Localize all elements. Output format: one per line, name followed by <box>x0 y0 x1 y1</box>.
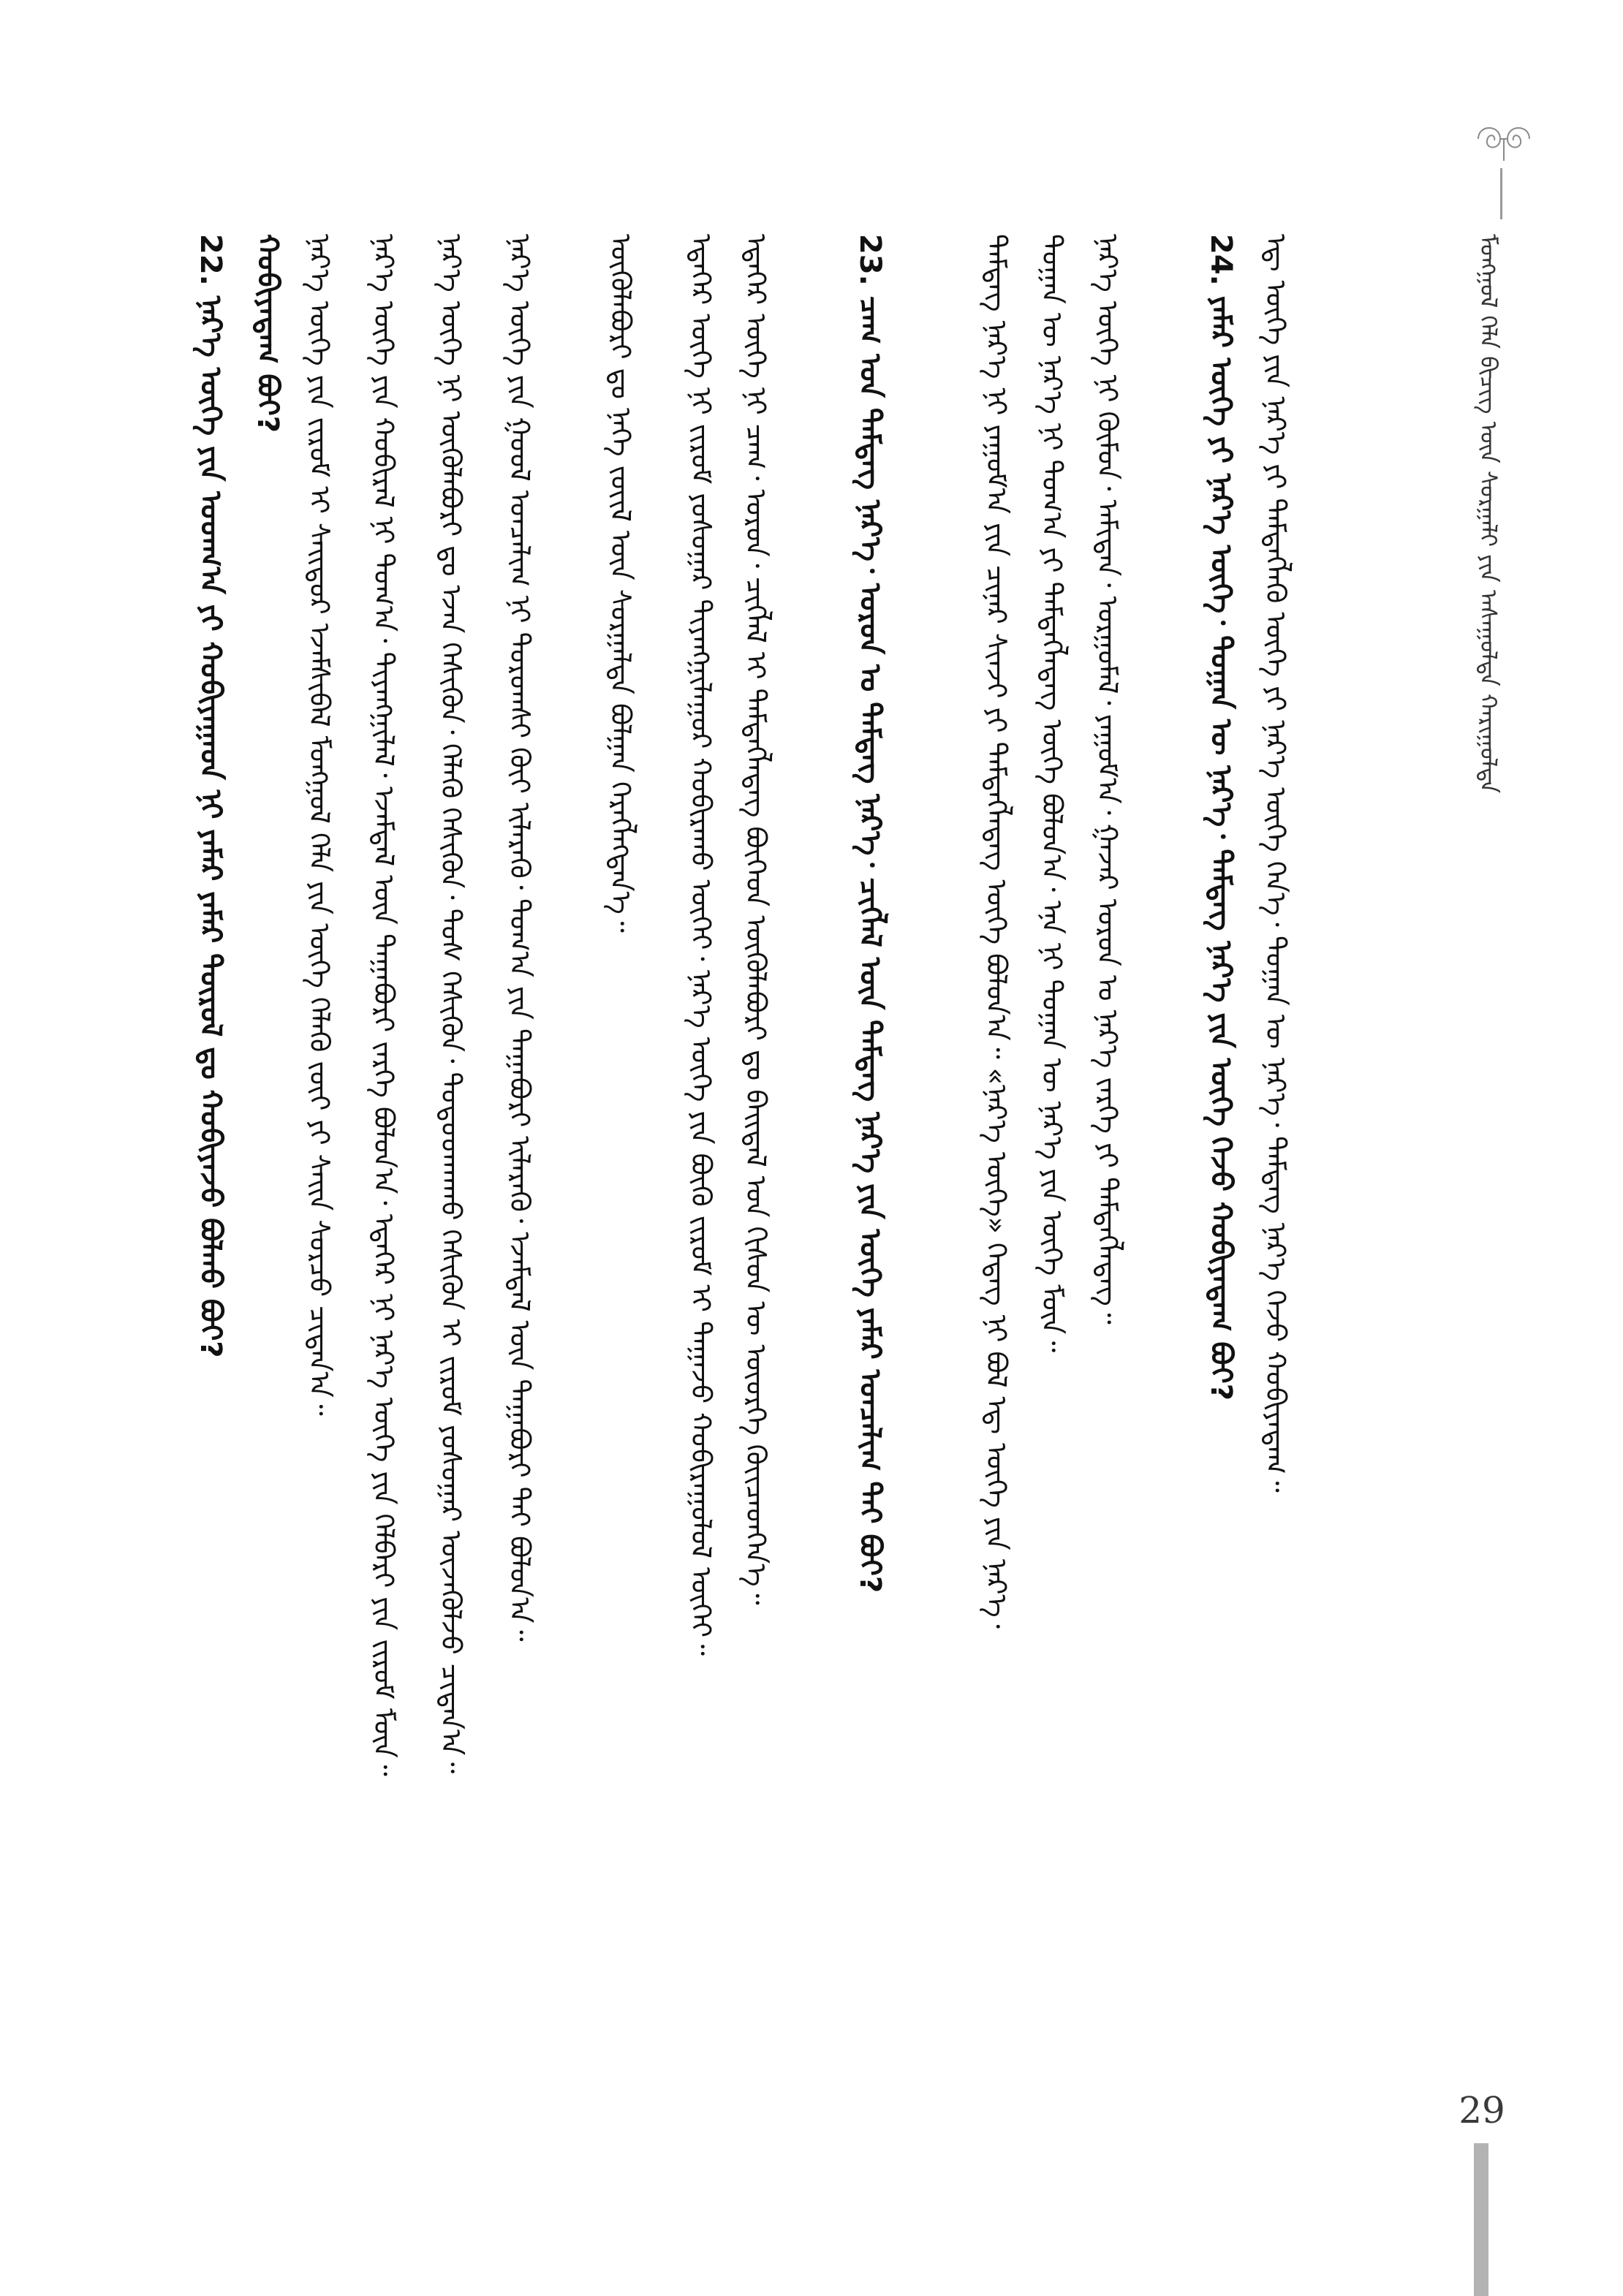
question-24-title: 24. ᠶᠠᠮᠠᠷ ᠦᠭᠡ ᠶᠢ ᠨᠡᠷ᠎ᠡ ᠦᠭᠡ᠂ ᠲᠣᠭᠠᠨ ᠦ ᠨᠡᠷ᠎ᠡ᠂ ᠲᠡᠮᠳᠡᠭ ᠨᠡᠷ᠎ᠡ ᠶᠢᠨ ᠦᠭᠡ ᠭᠡᠵᠦ ᠬᠤᠪᠢᠶᠠᠳᠠᠭ ᠪᠤᠢ? <box>1204 234 1238 1401</box>
question-23-answer-line: ᠡᠳᠡᠭᠡᠷ ᠦᠭᠡ ᠨᠢ ᠴᠠᠭ᠂ ᠣᠷᠣᠨ᠂ ᠴᠢᠭᠯᠡᠯ ᠢ ᠲᠡᠮᠳᠡᠭᠯᠡᠳᠡᠭ ᠪᠥᠭᠡᠳ ᠥᠭᠦᠯᠡᠪᠦᠷᠢ ᠳᠤ ᠪᠠᠢᠳᠠᠯ ᠤᠨ ᠭᠢᠰᠦᠨ ᠦ ᠦᠦᠷᠭᠡ ᠭᠦᠢᠴᠡᠳᠭᠡᠨ᠎ᠡ᠃ <box>740 234 772 1605</box>
header-ornament-icon <box>1471 117 1537 161</box>
question-24-answer-line: ᠲᠡᠮᠳᠡᠭ ᠨᠡᠷ᠎ᠡ ᠨᠢ ᠶᠠᠭᠤᠮ᠎ᠠ ᠶᠢᠨ ᠴᠢᠨᠠᠷ ᠱᠢᠨᠵᠢ ᠶᠢ ᠲᠡᠮᠳᠡᠭᠯᠡᠳᠡᠭ ᠦᠭᠡ ᠪᠣᠯᠤᠨ᠎ᠠ᠃ «ᠨᠡᠷ᠎ᠡ ᠦᠭᠡ» ᠭᠡᠳᠡᠭ ᠨᠢ ᠪᠣᠯ ᠡᠳ᠋ ᠦᠭᠡ ᠶᠢᠨ ᠨᠡᠷ᠎ᠡ᠂ <box>980 234 1013 1629</box>
question-24-answer-line: ᠡᠳ᠋ ᠦᠭᠡ ᠶᠢᠨ ᠨᠡᠷ᠎ᠡ ᠶᠢ ᠲᠡᠮᠳᠡᠭᠯᠡᠬᠦ ᠦᠭᠡ ᠶᠢ ᠨᠡᠷ᠎ᠡ ᠦᠭᠡ ᠭᠡᠨ᠎ᠡ᠂ ᠲᠣᠭᠠᠨ ᠦ ᠨᠡᠷ᠎ᠡ᠂ ᠲᠡᠮᠳᠡᠭ ᠨᠡᠷ᠎ᠡ ᠭᠡᠵᠦ ᠬᠤᠪᠢᠶᠠᠳᠠᠭ᠃ <box>1260 234 1292 1493</box>
answer-line: ᠨᠡᠷ᠎ᠡ ᠦᠭᠡ ᠶᠢᠨ ᠭᠣᠤᠯ ᠣᠨᠴᠠᠯᠢᠭ ᠨᠢ ᠳᠣᠷᠣᠭᠰᠢ ᠬᠦᠢ ᠢᠯᠡᠷᠡᠬᠦ᠂ ᠲᠣᠭ᠎ᠠ ᠶᠢᠨ ᠳᠠᠭᠠᠪᠤᠷᠢ ᠢᠯᠡᠷᠡᠬᠦ᠂ ᠡᠵᠡᠮᠳᠡᠯ ᠦᠨ ᠳᠠᠭᠠᠪᠤᠷᠢ ᠲᠠᠢ ᠪᠣᠯᠤᠨ᠎ᠠ᠃ <box>504 234 536 1642</box>
question-22-title: 22. ᠨᠡᠷ᠎ᠡ ᠦᠭᠡ ᠶᠢᠨ ᠤᠳᠬ᠎ᠠ ᠶᠢ ᠬᠤᠪᠢᠶᠠᠭᠠᠳ ᠨᠢ ᠶᠠᠮᠠᠷ ᠶᠠᠮᠠᠷ ᠲᠥᠷᠥᠯ ᠳᠤ ᠬᠤᠪᠢᠶᠠᠵᠤ ᠪᠣᠯᠬᠤ ᠪᠤᠢ? <box>194 234 227 1358</box>
question-23-answer-line: ᠥᠭᠦᠯᠡᠪᠦᠷᠢ ᠳᠤ ᠨᠡᠭᠡ ᠵᠦᠢᠯ ᠦᠨ ᠰᠤᠷᠭᠠᠯᠲᠠ ᠪᠣᠯᠭᠠᠨ ᠬᠡᠷᠡᠭᠯᠡᠭᠳᠡᠨ᠎ᠡ᠃ <box>605 234 637 933</box>
question-23-title: 23. ᠴᠠᠭ ᠤᠨ ᠲᠡᠮᠳᠡᠭ ᠨᠡᠷ᠎ᠡ᠂ ᠣᠷᠣᠨ ᠤ ᠲᠡᠮᠳᠡᠭ ᠨᠡᠷ᠎ᠡ᠂ ᠴᠢᠭᠯᠡᠯ ᠦᠨ ᠲᠡᠮᠳᠡᠭ ᠨᠡᠷ᠎ᠡ ᠶᠢᠨ ᠦᠭᠡ ᠶᠠᠮᠠᠷ ᠣᠨᠴᠠᠯᠢᠭ ᠲᠠᠢ ᠪᠤᠢ? <box>853 234 887 1594</box>
page-number: 29 <box>1459 2089 1505 2132</box>
question-24-answer-line: ᠨᠡᠷ᠎ᠡ ᠦᠭᠡ ᠨᠢ ᠬᠦᠮᠦᠨ᠂ ᠠᠮᠢᠲᠠᠨ᠂ ᠤᠷᠭᠤᠮᠠᠯ᠂ ᠶᠠᠭᠤᠮ᠎ᠠ᠂ ᠭᠠᠵᠠᠷ ᠤᠷᠤᠨ ᠤ ᠨᠡᠷ᠎ᠡ ᠵᠡᠷᠭᠡ ᠶᠢ ᠲᠡᠮᠳᠡᠭᠯᠡᠳᠡᠭ᠃ <box>1092 234 1124 1325</box>
answer-line: ᠨᠡᠷ᠎ᠡ ᠦᠭᠡ ᠨᠢ ᠥᠭᠦᠯᠡᠪᠦᠷᠢ ᠳᠤ ᠡᠵᠡᠨ ᠭᠡᠰᠢᠭᠦᠨ᠂ ᠬᠡᠯᠡᠬᠦ ᠭᠡᠰᠢᠭᠦᠨ᠂ ᠲᠤᠰ ᠭᠡᠰᠢᠭᠦᠨ᠂ ᠲᠣᠳᠤᠳᠬᠠᠬᠤ ᠭᠡᠰᠢᠭᠦᠨ ᠢ ᠵᠢᠷᠤᠮ ᠶᠣᠰᠣᠭᠠᠷ ᠦᠵᠡᠭᠦᠯᠵᠦ ᠴᠢᠳᠠᠨ᠎ᠠ᠃ <box>435 234 467 1774</box>
header-rule <box>1500 168 1502 219</box>
answer-line: ᠨᠡᠷ᠎ᠡ ᠦᠭᠡ ᠶᠢᠨ ᠬᠤᠪᠢᠷᠠᠯ ᠨᠢ ᠲᠣᠭ᠎ᠠ᠂ ᠲᠢᠶᠠᠩᠭ᠋ᠢᠯᠠᠯ᠂ ᠡᠵᠡᠮᠳᠡᠯ ᠦᠨ ᠳᠠᠭᠠᠪᠤᠷᠢ ᠵᠡᠷᠭᠡ ᠪᠣᠯᠤᠨ᠎ᠠ᠂ ᠡᠳᠡᠭᠡᠷ ᠨᠢ ᠨᠡᠷ᠎ᠡ ᠦᠭᠡ ᠶᠢᠨ ᠬᠡᠯᠪᠡᠷᠢ ᠶᠢᠨ ᠵᠢᠷᠤᠮ ᠮᠥᠨ᠃ <box>368 234 400 1776</box>
question-24-answer-line: ᠲᠣᠭᠠᠨ ᠦ ᠨᠡᠷ᠎ᠡ ᠨᠢ ᠲᠣᠭ᠎ᠠ ᠶᠢ ᠲᠡᠮᠳᠡᠭᠯᠡᠳᠡᠭ ᠦᠭᠡ ᠪᠣᠯᠤᠨ᠎ᠠ᠂ ᠡᠨᠡ ᠨᠢ ᠲᠣᠭᠠᠨ ᠦ ᠨᠡᠷ᠎ᠡ ᠶᠢᠨ ᠦᠭᠡ ᠮᠥᠨ᠃ <box>1036 234 1068 1353</box>
question-23-answer-line: ᠡᠳᠡᠭᠡᠷ ᠦᠭᠡ ᠨᠢ ᠵᠢᠷᠤᠮ ᠶᠣᠰᠣᠭᠠᠷ ᠲᠢᠶᠠᠩᠭ᠋ᠢᠯᠠᠭᠤᠷ ᠬᠤᠪᠢᠷᠠᠬᠤ ᠦᠭᠡᠢ᠂ ᠨᠡᠷ᠎ᠡ ᠦᠭᠡ ᠶᠢᠨ ᠪᠦᠬᠦ ᠵᠢᠷᠤᠮ ᠢ ᠳᠠᠭᠠᠵᠤ ᠬᠤᠪᠢᠷᠠᠭᠤᠯᠤᠯ ᠦᠭᠡᠢ᠃ <box>685 234 717 1656</box>
running-header: ᠮᠣᠩᠭᠣᠯ ᠬᠡᠯᠡ ᠪᠢᠴᠢᠭ ᠦᠨ ᠰᠤᠷᠭᠠᠯᠢ ᠶᠢᠨ ᠠᠰᠠᠭᠤᠯᠲᠠ ᠬᠠᠷᠢᠭᠤᠯᠲᠠ <box>1475 234 1502 794</box>
page-edge-tab <box>1474 2143 1488 2296</box>
question-22-title-continuation: ᠬᠤᠪᠢᠶᠠᠳᠠᠭ ᠪᠤᠢ? <box>251 234 284 433</box>
answer-line: ᠨᠡᠷ᠎ᠡ ᠦᠭᠡ ᠶᠢᠨ ᠵᠢᠷᠤᠮ ᠢ ᠰᠠᠢᠲᠤᠷ ᠡᠵᠡᠮᠰᠢᠪᠡᠯ ᠮᠣᠩᠭᠣᠯ ᠬᠡᠯᠡ ᠶᠢᠨ ᠦᠭᠡ ᠬᠡᠯᠡᠬᠦ ᠵᠦᠢ ᠶᠢ ᠰᠠᠢᠨ ᠰᠤᠷᠴᠤ ᠴᠢᠳᠠᠨ᠎ᠠ᠃ <box>303 234 336 1416</box>
